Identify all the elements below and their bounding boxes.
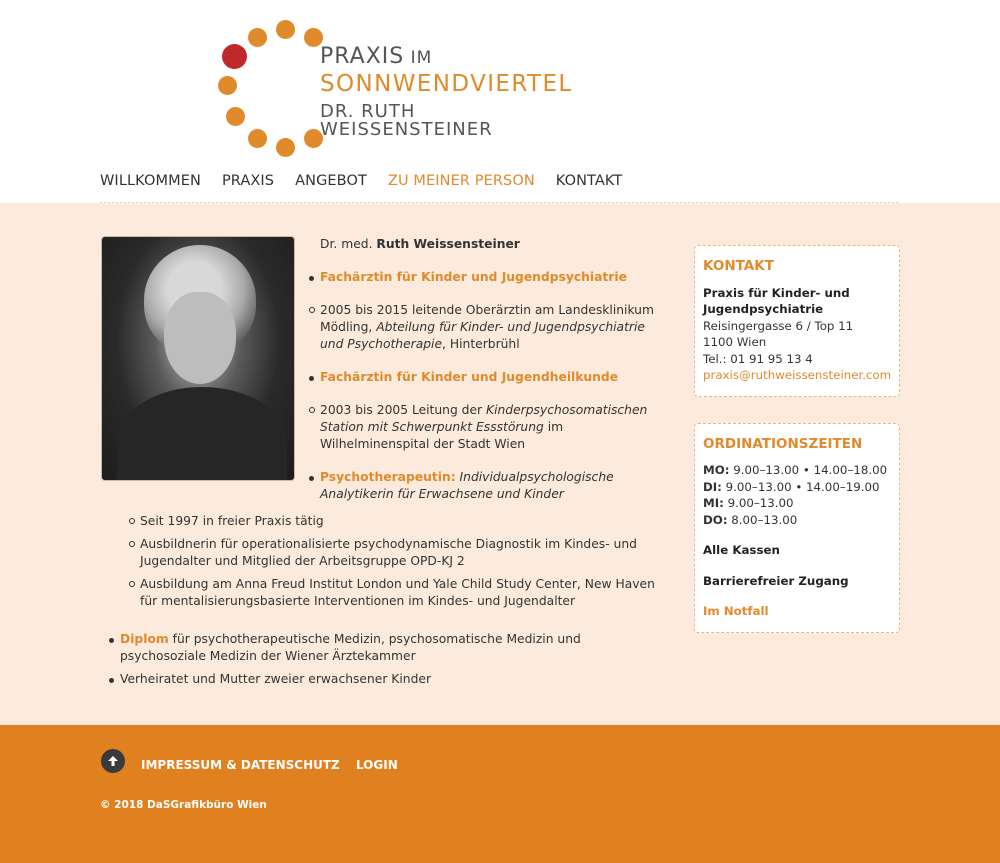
bullet-icon: [109, 678, 114, 683]
list-item: Ausbildnerin für operationalisierte psychodynamische Diagnostik im Kindes- und Jugendalter und Mitglied der Arbeitsgruppe OPD-KJ 2: [140, 536, 660, 570]
list-item: Fachärztin für Kinder und Jugendheilkunde: [320, 369, 660, 386]
circle-bullet-icon: [129, 581, 135, 587]
logo-im: IM: [404, 48, 433, 68]
biography-intro: [320, 236, 660, 519]
practice-name: Praxis für Kinder- und Jugendpsychiatrie: [703, 285, 850, 316]
logo-dot: [276, 138, 295, 157]
logo-text: [320, 46, 574, 139]
list-item: Fachärztin für Kinder und Jugendpsychiatrie: [320, 269, 660, 286]
logo-dot: [248, 129, 267, 148]
contact-card: [694, 245, 900, 397]
circle-bullet-icon: [129, 518, 135, 524]
hours-row: DO: 8.00–13.00: [703, 512, 798, 527]
impressum-link[interactable]: IMPRESSUM & DATENSCHUTZ: [141, 758, 340, 772]
list-item: Seit 1997 in freier Praxis tätig: [140, 513, 660, 530]
accessibility-note: Barrierefreier Zugang: [703, 573, 849, 588]
circle-bullet-icon: [129, 541, 135, 547]
hours-row: DI: 9.00–13.00 • 14.00–19.00: [703, 479, 880, 494]
main-nav: [100, 173, 643, 189]
logo-dot-red: [222, 44, 247, 69]
bullet-icon: [309, 376, 314, 381]
sidebar: [694, 245, 900, 659]
footer-links: [141, 758, 410, 772]
bullet-icon: [309, 476, 314, 481]
logo-dot: [218, 76, 237, 95]
logo-praxis: PRAXIS: [320, 44, 405, 69]
list-item: Psychotherapeutin: Individualpsychologische Analytikerin für Erwachsene und Kinder: [320, 469, 660, 503]
scroll-to-top-button[interactable]: [101, 749, 125, 773]
email-link[interactable]: praxis@ruthweissensteiner.com: [703, 368, 892, 382]
insurance-note: Alle Kassen: [703, 543, 780, 557]
bullet-icon: [109, 638, 114, 643]
personal-list: [120, 631, 660, 694]
opening-hours-card: [694, 423, 900, 633]
portrait-photo: [101, 236, 295, 481]
nav-item-zu-meiner-person[interactable]: ZU MEINER PERSON: [387, 173, 535, 189]
nav-item-praxis[interactable]: PRAXIS: [221, 173, 275, 189]
contact-heading: KONTAKT: [703, 258, 774, 274]
logo-dot: [276, 20, 295, 39]
list-item: Diplom für psychotherapeutische Medizin, psychosomatische Medizin und psychosoziale Medizin der Wiener Ärztekammer: [120, 631, 660, 665]
site-logo[interactable]: [214, 14, 574, 164]
arrow-up-icon: [107, 755, 119, 767]
logo-dot: [226, 107, 245, 126]
site-header: [0, 0, 1000, 203]
nav-item-angebot[interactable]: ANGEBOT: [295, 173, 367, 189]
list-item: 2003 bis 2005 Leitung der Kinderpsychosomatischen Station mit Schwerpunkt Essstörung im Wilhelminenspital der Stadt Wien: [320, 402, 660, 453]
hours-row: MI: 9.00–13.00: [703, 496, 794, 510]
logo-dot: [248, 28, 267, 47]
training-list: [140, 513, 660, 616]
nav-item-kontakt[interactable]: KONTAKT: [555, 173, 623, 189]
nav-item-willkommen[interactable]: WILLKOMMEN: [100, 173, 201, 189]
circle-bullet-icon: [309, 307, 315, 313]
list-item: Verheiratet und Mutter zweier erwachsener Kinder: [120, 671, 660, 688]
city: 1100 Wien: [703, 335, 767, 349]
logo-sonnwendviertel: SONNWENDVIERTEL: [320, 71, 573, 97]
phone-number: Tel.: 01 91 95 13 4: [703, 351, 813, 366]
circle-bullet-icon: [309, 407, 315, 413]
page-title: Dr. med. Ruth Weissensteiner: [320, 237, 520, 251]
site-footer: [0, 725, 1000, 863]
bullet-icon: [309, 276, 314, 281]
hours-row: MO: 9.00–13.00 • 14.00–18.00: [703, 463, 888, 477]
list-item: 2005 bis 2015 leitende Oberärztin am Landesklinikum Mödling, Abteilung für Kinder- und Jugendpsychiatrie und Psychotherapie, Hinterbrühl: [320, 302, 660, 353]
copyright: © 2018 DaSGrafikbüro Wien: [100, 799, 267, 811]
logo-doctor-name: DR. RUTH WEISSENSTEINER: [320, 101, 493, 140]
hours-heading: ORDINATIONSZEITEN: [703, 435, 863, 452]
emergency-link[interactable]: Im Notfall: [703, 604, 769, 618]
main-content: [0, 203, 1000, 725]
list-item: Ausbildung am Anna Freud Institut London und Yale Child Study Center, New Haven für mentalisierungsbasierte Interventionen im Kindes- und Jugendalter: [140, 576, 660, 610]
login-link[interactable]: LOGIN: [355, 758, 398, 772]
street-address: Reisingergasse 6 / Top 11: [703, 318, 854, 333]
